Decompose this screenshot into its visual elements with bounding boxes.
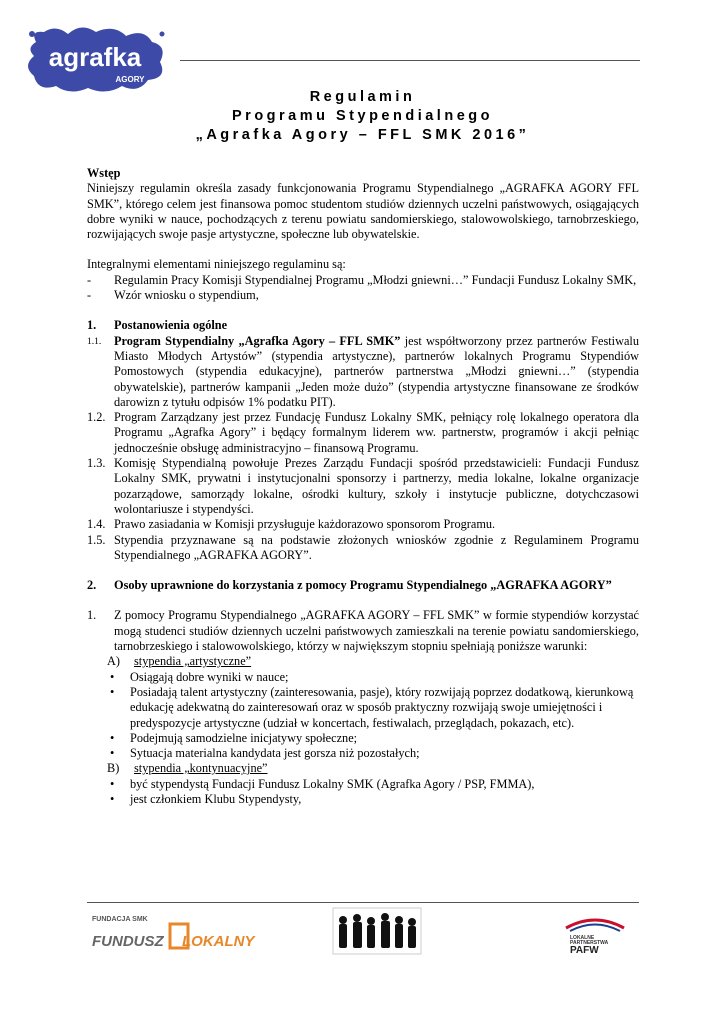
bullet-item: • jest członkiem Klubu Stypendysty,	[110, 791, 302, 806]
fundusz-lokalny-logo	[90, 912, 255, 952]
bullet-item: • Osiągają dobre wyniki w nauce;	[110, 669, 289, 684]
svg-text:LOKALNE: LOKALNE	[570, 935, 595, 941]
bullet-item: • Sytuacja materialna kandydata jest gorsza niż pozostałych;	[110, 746, 420, 761]
clause-1-3: 1.3. Komisję Stypendialną powołuje Prezes Zarządu Fundacji spośród przedstawicieli: Fundacji Fundusz Lokalny SMK, prywatni i instytucjonalni sponsorzy i partnerzy, media lokalne, lokalne organizacje pozarządowe, samorządy lokalne, ośrodki kultury, szkoły i instytucje publiczne, dotychczasowi wolontariusze i stypendyści.	[87, 456, 639, 516]
bullet-item: • Posiadają talent artystyczny (zainteresowania, pasje), który rozwijają poprzez dodatkową, kierunkową edukację adekwatną do zainteresowań oraz w sposób praktyczny rozwijają swoje umiejętności i predyspozycje artystyczne (udział w koncertach, festiwalach, przeglądach, pokazach, etc).	[110, 684, 634, 730]
intro-heading: Wstęp	[87, 166, 121, 180]
bullet-item: • Podejmują samodzielne inicjatywy społeczne;	[110, 730, 358, 745]
section-2-heading: 2. Osoby uprawnione do korzystania z pomocy Programu Stypendialnego „AGRAFKA AGORY”	[87, 578, 612, 593]
subsection-b: B) stypendia „kontynuacyjne”	[107, 761, 268, 776]
section-1-heading: 1. Postanowienia ogólne	[87, 318, 228, 333]
pafw-logo	[560, 914, 630, 954]
clause-1-1: 1.1. Program Stypendialny „Agrafka Agory – FFL SMK” jest współtworzony przez partnerów Festiwalu Miasto Młodych Artystów” (stypendia artystyczne), partnerów lokalnych Programu Stypendiów Pomostowych (stypendia edukacyjne), partnerów partnerstwa „Młodzi gniewni…” (stypendia obywatelskie), partnerów kampanii „Jeden może dużo” (stypendia artystyczne finansowane ze środków darowizn z tytułu odpisów 1% podatku PIT).	[87, 333, 639, 409]
people-silhouettes-logo	[333, 908, 421, 954]
section-2-paragraph: 1. Z pomocy Programu Stypendialnego „AGRAFKA AGORY – FFL SMK” w formie stypendiów korzystać mogą studenci studiów dziennych uczelni państwowych zamieszkali na terenie powiatu sandomierskiego, tarnobrzeskiego i stalowowolskiego, którzy w największym stopniu spełniają poniższe warunki:	[87, 608, 639, 654]
title-line-2: Programu Stypendialnego	[232, 108, 493, 124]
svg-text:LOKALNY: LOKALNY	[182, 933, 255, 950]
clause-1-5: 1.5. Stypendia przyznawane są na podstawie złożonych wniosków zgodnie z Regulaminem Programu Stypendialnego „AGRAFKA AGORY”.	[87, 532, 639, 562]
title-line-1: Regulamin	[309, 89, 416, 105]
clause-1-2: 1.2. Program Zarządzany jest przez Fundację Fundusz Lokalny SMK, pełniący rolę lokalnego operatora dla Programu „Agrafka Agory” i będący formalnym liderem ww. partnerstw, programów i akcji pełniąc jednocześnie obsługę administracyjno – finansową Programu.	[87, 410, 639, 455]
subsection-a: A) stypendia „artystyczne”	[107, 654, 252, 669]
intro-paragraph: Niniejszy regulamin określa zasady funkcjonowania Programu Stypendialnego „AGRAFKA AGORY FFL SMK”, którego celem jest finansowa pomoc studentom studiów dziennych uczelni państwowych, osiągających dobre wyniki w nauce, pochodzących z terenu powiatu sandomierskiego, stalowowolskiego, tarnobrzeskiego, rozwijających swoje pasje artystyczne, społeczne lub obywatelskie.	[87, 181, 639, 242]
header-rule	[180, 60, 640, 61]
list-item: - Wzór wniosku o stypendium,	[87, 288, 259, 303]
footer-rule	[87, 902, 639, 903]
logo-subtitle: AGORY	[115, 75, 145, 84]
svg-text:PARTNERSTWA: PARTNERSTWA	[570, 940, 609, 946]
logo-wordmark: agrafka	[48, 42, 142, 72]
intro-elements-lead: Integralnymi elementami niniejszego regulaminu są:	[87, 257, 346, 272]
clause-1-4: 1.4. Prawo zasiadania w Komisji przysługuje każdorazowo sponsorom Programu.	[87, 517, 496, 532]
svg-text:PAFW: PAFW	[570, 945, 599, 956]
title-line-3: „Agrafka Agory – FFL SMK 2016”	[195, 127, 530, 143]
svg-text:FUNDUSZ: FUNDUSZ	[92, 933, 164, 950]
document-title	[0, 88, 725, 145]
agrafka-agory-logo	[26, 22, 168, 96]
document-body	[87, 166, 639, 807]
bullet-item: • być stypendystą Fundacji Fundusz Lokalny SMK (Agrafka Agory / PSP, FMMA),	[110, 776, 535, 791]
svg-text:FUNDACJA SMK: FUNDACJA SMK	[92, 916, 148, 923]
list-item: - Regulamin Pracy Komisji Stypendialnej Programu „Młodzi gniewni…” Fundacji Fundusz Lokalny SMK,	[87, 272, 637, 287]
